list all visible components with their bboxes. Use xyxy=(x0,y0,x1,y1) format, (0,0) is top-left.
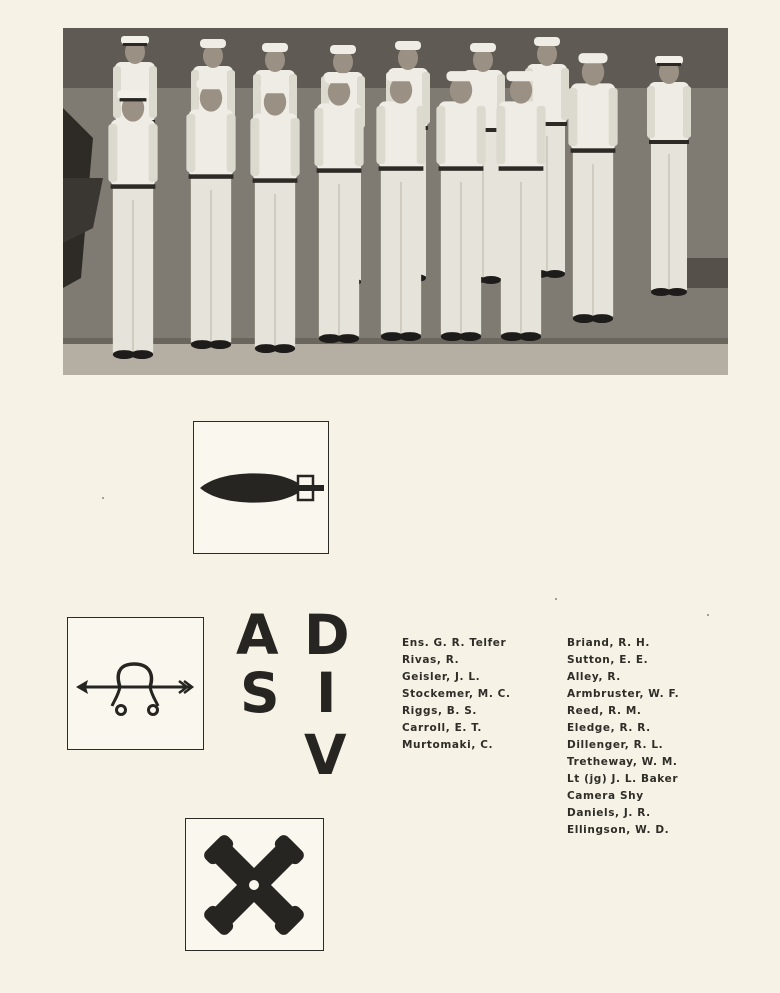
crossed-guns-icon xyxy=(186,819,323,950)
roster-name: Ens. G. R. Telfer xyxy=(402,637,507,649)
roster-name: Sutton, E. E. xyxy=(567,654,649,666)
roster-name: Rivas, R. xyxy=(402,654,460,666)
sailor-figure xyxy=(250,83,299,353)
roster-name: Dillenger, R. L. xyxy=(567,739,664,751)
roster-name: Murtomaki, C. xyxy=(402,739,494,751)
sailor-figure xyxy=(647,56,691,296)
torpedo-insignia xyxy=(193,421,329,554)
roster-name: Lt (jg) J. L. Baker xyxy=(567,773,679,785)
roster-name: Eledge, R. R. xyxy=(567,722,651,734)
roster-name: Daniels, J. R. xyxy=(567,807,651,819)
sailor-figure xyxy=(376,71,425,341)
roster-name: Briand, R. H. xyxy=(567,637,651,649)
torpedo-icon xyxy=(194,422,328,553)
sailor-figure xyxy=(496,71,545,341)
crew-photograph xyxy=(63,28,728,375)
roster-name: Ellingson, W. D. xyxy=(567,824,670,836)
sailor-figure xyxy=(314,73,363,343)
roster-name: Camera Shy xyxy=(567,790,644,802)
sailor-figure xyxy=(108,90,157,359)
title-letter-d: D xyxy=(304,603,350,667)
title-letter-a: A xyxy=(236,603,279,667)
paper-speck xyxy=(102,497,104,499)
roster-name: Tretheway, W. M. xyxy=(567,756,678,768)
roster-left-column xyxy=(402,635,511,754)
sonar-arrow-icon xyxy=(68,618,203,749)
roster-name: Alley, R. xyxy=(567,671,621,683)
title-letter-i: I xyxy=(316,661,337,725)
roster-name: Armbruster, W. F. xyxy=(567,688,680,700)
roster-name: Stockemer, M. C. xyxy=(402,688,511,700)
roster-right-column xyxy=(567,635,679,839)
sailor-figure xyxy=(186,79,235,349)
paper-speck xyxy=(707,614,709,616)
roster-name: Geisler, J. L. xyxy=(402,671,481,683)
title-letter-s: S xyxy=(240,661,280,725)
roster-name: Riggs, B. S. xyxy=(402,705,478,717)
roster-name: Reed, R. M. xyxy=(567,705,642,717)
sailor-figure xyxy=(568,53,617,323)
sailor-figure xyxy=(436,71,485,341)
title-letter-v: V xyxy=(304,723,347,787)
paper-speck xyxy=(555,598,557,600)
sonar-insignia xyxy=(67,617,204,750)
crossed-guns-insignia xyxy=(185,818,324,951)
roster-name: Carroll, E. T. xyxy=(402,722,482,734)
